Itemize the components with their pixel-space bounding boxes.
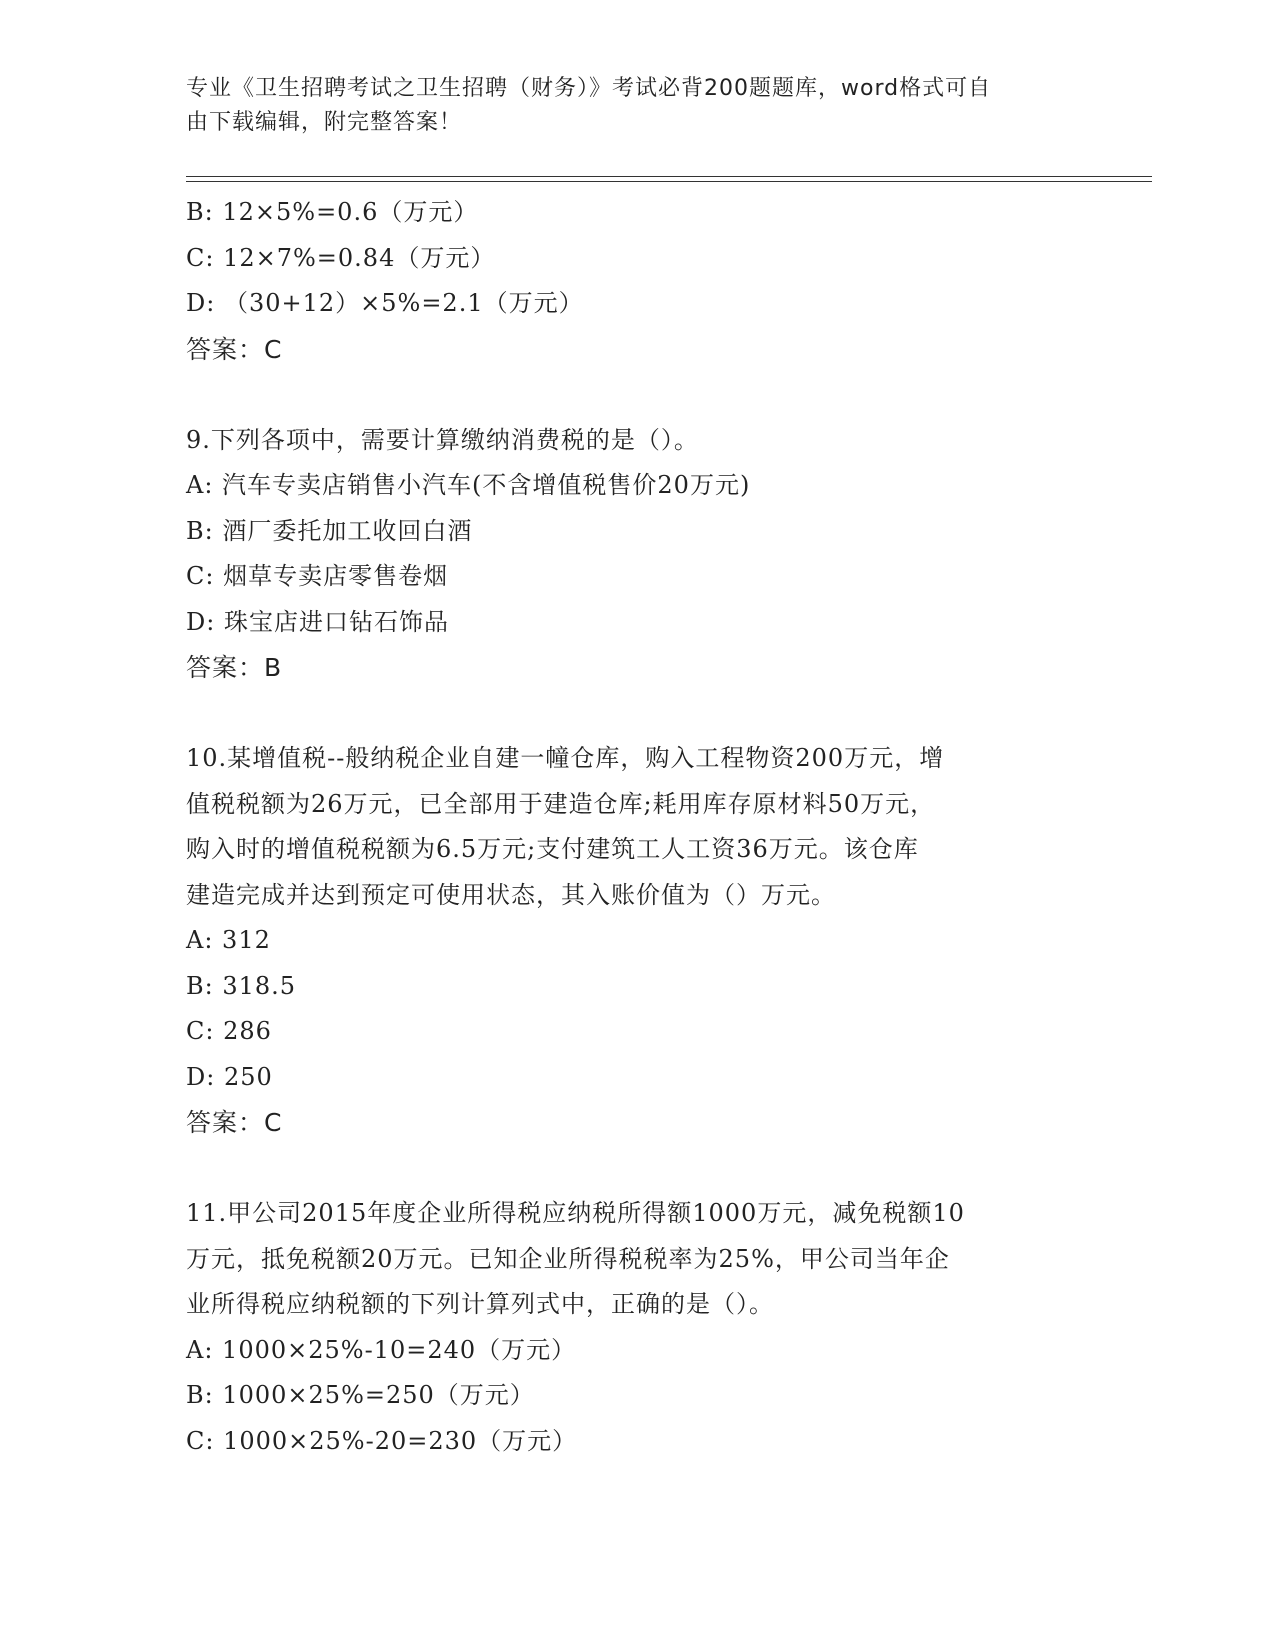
- q10-option-b: B: 318.5: [186, 971, 297, 1000]
- q11-option-c: C: 1000×25%-20=230（万元）: [186, 1426, 578, 1455]
- header-title-line-1: 专业《卫生招聘考试之卫生招聘（财务）》考试必背200题题库，word格式可自: [186, 76, 992, 101]
- q10-option-d: D: 250: [186, 1062, 273, 1091]
- q9-option-b: B: 酒厂委托加工收回白酒: [186, 516, 473, 545]
- question-content: [186, 190, 1086, 1464]
- q8-answer: 答案：C: [186, 334, 283, 364]
- spacer: [186, 372, 1086, 418]
- q11-stem-line-3: 业所得税应纳税额的下列计算列式中，正确的是（）。: [186, 1290, 774, 1318]
- header-divider-bottom: [186, 181, 1152, 182]
- q10-option-a: A: 312: [186, 926, 271, 954]
- spacer: [186, 1146, 1086, 1192]
- q10-answer: 答案：C: [186, 1108, 283, 1137]
- q10-stem-line-2: 值税税额为26万元，已全部用于建造仓库;耗用库存原材料50万元，: [186, 789, 936, 818]
- q11-stem-line-1: 11.甲公司2015年度企业所得税应纳税所得额1000万元，减免税额10: [186, 1199, 965, 1227]
- q10-option-c: C: 286: [186, 1017, 272, 1045]
- q8-option-d: D: （30+12）×5%=2.1（万元）: [186, 289, 584, 317]
- q9-answer: 答案：B: [186, 653, 283, 682]
- header-title-line-2: 由下载编辑，附完整答案！: [186, 110, 463, 135]
- question-11: [186, 1191, 1086, 1464]
- q8-option-b: B: 12×5%=0.6（万元）: [186, 198, 479, 226]
- q11-stem-line-2: 万元，抵免税额20万元。已知企业所得税税率为25%，甲公司当年企: [186, 1244, 950, 1273]
- q10-stem-line-4: 建造完成并达到预定可使用状态，其入账价值为（）万元。: [186, 880, 836, 909]
- question-10: [186, 736, 1086, 1146]
- q11-option-a: A: 1000×25%-10=240（万元）: [186, 1335, 577, 1364]
- spacer: [186, 691, 1086, 737]
- q10-stem-line-3: 购入时的增值税税额为6.5万元;支付建筑工人工资36万元。该仓库: [186, 835, 919, 863]
- question-9: [186, 418, 1086, 691]
- q8-option-c: C: 12×7%=0.84（万元）: [186, 243, 496, 272]
- header-divider-top: [186, 176, 1152, 177]
- q11-option-b: B: 1000×25%=250（万元）: [186, 1381, 535, 1409]
- question-8-tail: [186, 190, 1086, 372]
- document-header: [186, 72, 1076, 140]
- q9-option-a: A: 汽车专卖店销售小汽车(不含增值税售价20万元): [186, 471, 751, 499]
- q9-option-d: D: 珠宝店进口钻石饰品: [186, 607, 449, 636]
- q9-option-c: C: 烟草专卖店零售卷烟: [186, 562, 449, 590]
- q10-stem-line-1: 10.某增值税--般纳税企业自建一幢仓库，购入工程物资200万元，增: [186, 744, 945, 772]
- q9-stem: 9.下列各项中，需要计算缴纳消费税的是（）。: [186, 425, 699, 454]
